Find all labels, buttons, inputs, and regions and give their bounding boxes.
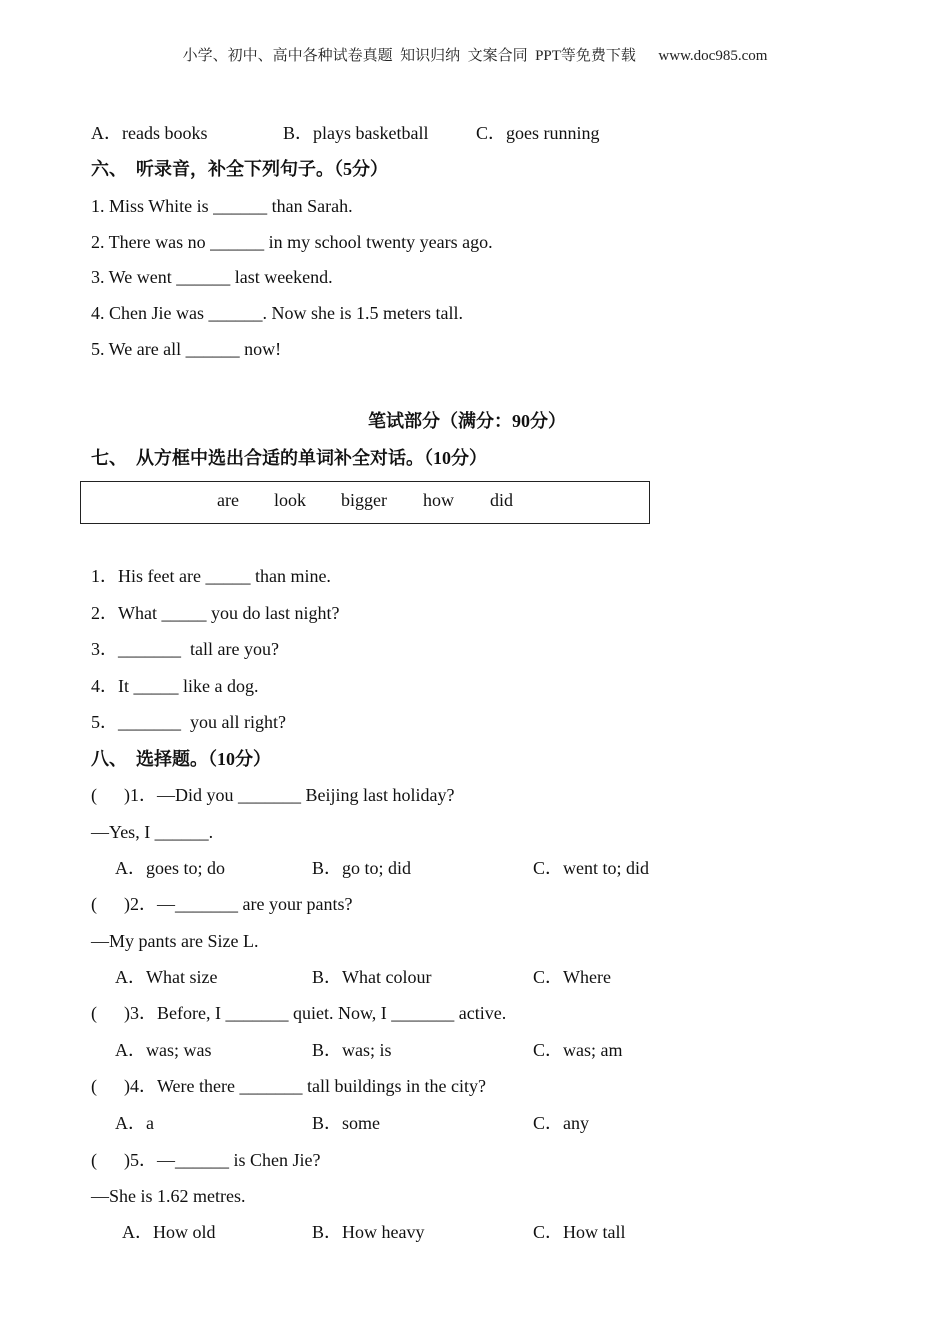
section7-item: 1．His feet are _____ than mine. bbox=[91, 566, 331, 586]
choice-b: B．some bbox=[312, 1113, 381, 1133]
section6-item: 2. There was no ______ in my school twenty years ago. bbox=[91, 232, 493, 252]
question-stem-reply: —My pants are Size L. bbox=[91, 931, 259, 951]
word-box-word: bigger bbox=[341, 490, 387, 510]
section6-item: 5. We are all ______ now! bbox=[91, 339, 282, 359]
choice-c: C．any bbox=[533, 1113, 589, 1133]
word-box-word: how bbox=[423, 490, 454, 510]
section6-item: 4. Chen Jie was ______. Now she is 1.5 meters tall. bbox=[91, 303, 463, 323]
question-stem: ( )2．—_______ are your pants? bbox=[91, 894, 353, 914]
choice-b: B．How heavy bbox=[312, 1222, 425, 1242]
choice-a: A．a bbox=[115, 1113, 154, 1133]
written-part-title: 笔试部分（满分：90分） bbox=[368, 411, 566, 431]
section6-item: 3. We went ______ last weekend. bbox=[91, 267, 333, 287]
choice-a: A．goes to; do bbox=[115, 858, 225, 878]
word-box-word: look bbox=[274, 490, 307, 510]
choice-a: A．What size bbox=[115, 967, 218, 987]
choice-c: C．How tall bbox=[533, 1222, 626, 1242]
choice-c: C．went to; did bbox=[533, 858, 649, 878]
section7-title: 七、 从方框中选出合适的单词补全对话。（10分） bbox=[91, 448, 487, 468]
choice-b: B．go to; did bbox=[312, 858, 412, 878]
question-stem: ( )3．Before, I _______ quiet. Now, I _______ active. bbox=[91, 1003, 507, 1023]
option-b: B．plays basketball bbox=[283, 123, 429, 143]
question-stem-reply: —She is 1.62 metres. bbox=[91, 1186, 246, 1206]
option-a: A．reads books bbox=[91, 123, 208, 143]
option-c: C．goes running bbox=[476, 123, 600, 143]
word-box-word: are bbox=[217, 490, 239, 510]
section8-title: 八、 选择题。（10分） bbox=[91, 749, 271, 769]
section6-item: 1. Miss White is ______ than Sarah. bbox=[91, 196, 353, 216]
choice-c: C．was; am bbox=[533, 1040, 623, 1060]
choice-c: C．Where bbox=[533, 967, 611, 987]
question-stem-reply: —Yes, I ______. bbox=[91, 822, 214, 842]
question-stem: ( )5．—______ is Chen Jie? bbox=[91, 1150, 321, 1170]
choice-a: A．How old bbox=[122, 1222, 216, 1242]
choice-b: B．was; is bbox=[312, 1040, 392, 1060]
choice-a: A．was; was bbox=[115, 1040, 212, 1060]
section7-item: 4．It _____ like a dog. bbox=[91, 676, 259, 696]
section7-item: 5．_______ you all right? bbox=[91, 712, 286, 732]
question-stem: ( )1．—Did you _______ Beijing last holiday? bbox=[91, 785, 455, 805]
choice-b: B．What colour bbox=[312, 967, 432, 987]
section6-title: 六、 听录音，补全下列句子。（5分） bbox=[91, 159, 388, 179]
page-header: 小学、初中、高中各种试卷真题 知识归纳 文案合同 PPT等免费下载 www.doc985.com bbox=[182, 48, 768, 64]
word-box-word: did bbox=[490, 490, 514, 510]
section7-item: 2．What _____ you do last night? bbox=[91, 603, 340, 623]
question-stem: ( )4．Were there _______ tall buildings in the city? bbox=[91, 1076, 486, 1096]
section7-item: 3．_______ tall are you? bbox=[91, 639, 279, 659]
